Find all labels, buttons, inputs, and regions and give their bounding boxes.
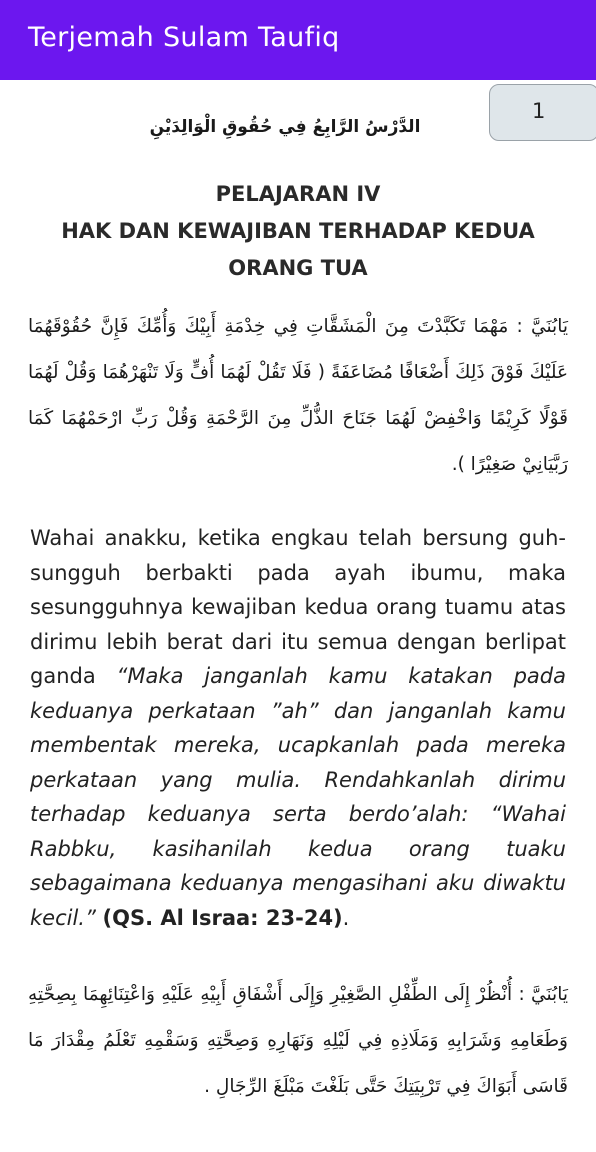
lesson-heading-line-3: ORANG TUA [228,256,368,280]
translation-quote: “Maka janganlah kamu katakan pada keduanya perkataan ”ah” dan janganlah kamu membentak mereka, ucapkanlah pada mereka perkataan yang mulia. Rendahkanlah dirimu terhadap keduanya serta berdo’alah: “Wahai Rabbku, kasihanilah kedua orang tuaku sebagaimana keduanya mengasihani aku diwaktu kecil.” [30,664,566,930]
arabic-paragraph-1: يَابُنَيَّ : مَهْمَا تَكَبَّدْتَ مِنَ الْمَشَقَّاتِ فِي خِدْمَةِ أَبِيْكَ وَأُمِّكَ فَإِنَّ حُقُوْقَهُمَا عَلَيْكَ فَوْقَ ذَلِكَ أَضْعَافًا مُضَاعَفَةً ( فَلَا تَقُلْ لَهُمَا أُفٍّ وَلَا تَنْهَرْهُمَا وَقُلْ لَهُمَا قَوْلًا كَرِيْمًا وَاخْفِضْ لَهُمَا جَنَاحَ الذُّلِّ مِنَ الرَّحْمَةِ وَقُلْ رَبِّ ارْحَمْهُمَا كَمَا رَبَّيَانِيْ صَغِيْرًا ). [28,316,568,475]
page-number-badge[interactable] [489,84,596,141]
arabic-lesson-title: الدَّرْسُ الرَّابِعُ فِي حُقُوقِ الْوَالِدَيْنِ [149,117,421,137]
arabic-paragraph-2: يَابُنَيَّ : أُنْظُرْ إِلَى الطِّفْلِ الصَّغِيْرِ وَإِلَى أَشْفَاقِ أَبِيْهِ عَلَيْهِ وَاعْتِنَائِهِمَا بِصِحَّتِهِ وَطَعَامِهِ وَشَرَابِهِ وَمَلَاذِهِ فِي لَيْلِهِ وَنَهَارِهِ وَصِحَّتِهِ وَسَقْمِهِ تَعْلَمُ مِقْدَارَ مَا قَاسَى أَبَوَاكَ فِي تَرْبِيَتِكَ حَتَّى بَلَغْتَ مَبْلَغَ الرِّجَالِ . [28,984,568,1097]
translation-text: Wahai anakku, ketika engkau telah bersung guh-sungguh berbakti pada ayah ibumu, maka sesungguhnya kewajiban kedua orang tuamu atas dirimu lebih berat dari itu semua dengan berlipat ganda [30,526,566,688]
app-title: Terjemah Sulam Taufiq [28,21,340,53]
translation-paragraph [30,521,566,935]
lesson-heading-line-2: HAK DAN KEWAJIBAN TERHADAP KEDUA [61,219,535,243]
page-number: 1 [532,99,546,123]
quran-reference: (QS. Al Israa: 23-24) [102,905,343,930]
translation-end: . [342,905,350,930]
lesson-heading-line-1: PELAJARAN IV [215,182,381,206]
app-bar [0,0,596,80]
